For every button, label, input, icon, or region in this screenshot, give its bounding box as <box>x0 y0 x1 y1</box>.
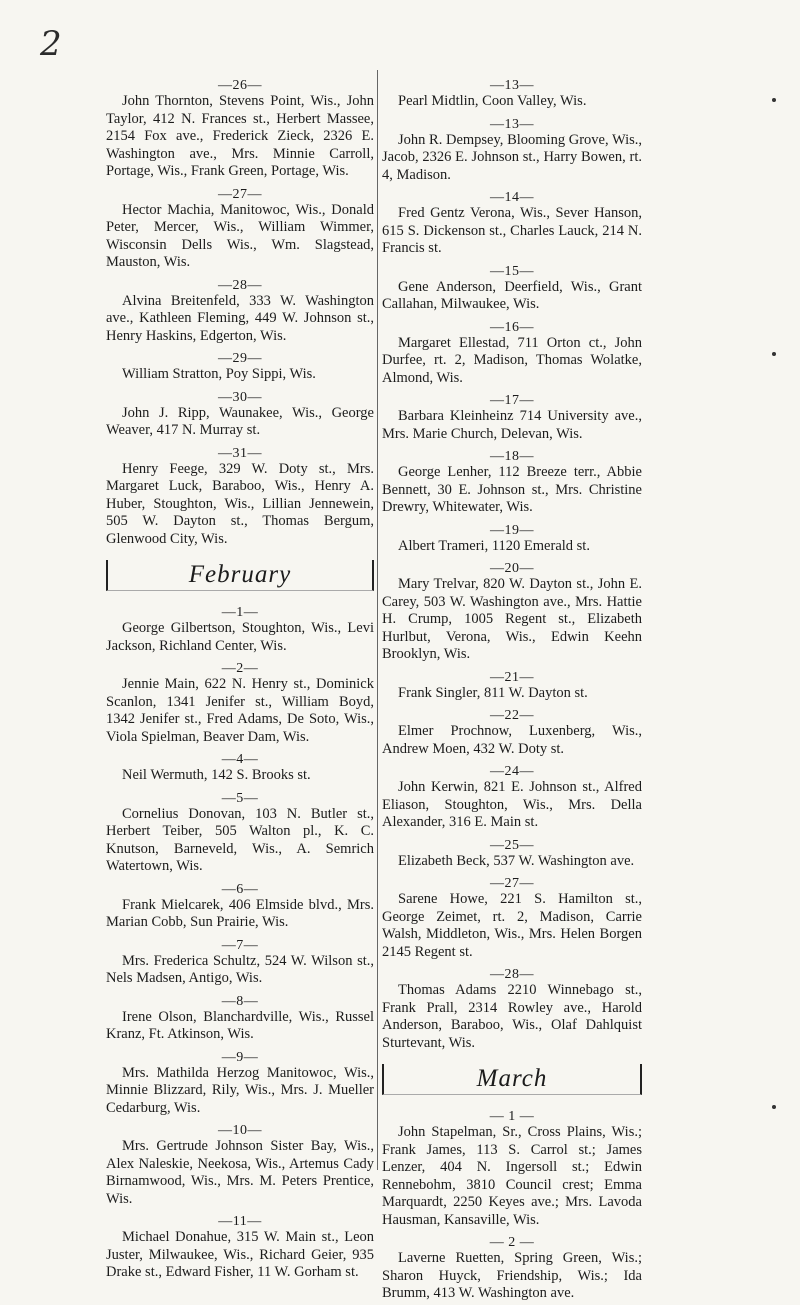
day-heading: —16— <box>490 319 534 335</box>
day-heading: — 1 — <box>489 1109 535 1124</box>
birthday-entry: Elmer Prochnow, Luxenberg, Wis., Andrew Moen, 432 W. Doty st. <box>382 723 642 757</box>
day-heading: —13— <box>490 78 534 93</box>
day-heading: —27— <box>490 876 534 891</box>
day-heading: —28— <box>218 277 262 293</box>
month-title: March <box>476 1065 548 1092</box>
birthday-entry: Barbara Kleinheinz 714 University ave., Mrs. Marie Church, Delevan, Wis. <box>382 408 642 442</box>
birthday-entry: Laverne Ruetten, Spring Green, Wis.; Sharon Huyck, Friendship, Wis.; Ida Brumm, 413 W. Washington ave. <box>382 1250 642 1301</box>
day-heading: —28— <box>490 967 534 982</box>
birthday-entry: John Thornton, Stevens Point, Wis., John Taylor, 412 N. Frances st., Herbert Massee, 2154 Fox ave., Frederick Zieck, 2326 E. Washington ave., Mrs. Minnie Carroll, Portage, Wis., Frank Green, Portage, Wis. <box>106 93 374 179</box>
day-heading: —30— <box>218 389 262 405</box>
day-heading: —10— <box>218 1123 262 1138</box>
margin-dot <box>772 352 776 356</box>
birthday-entry: Mrs. Gertrude Johnson Sister Bay, Wis., Alex Naleskie, Neekosa, Wis., Artemus Cady Birnamwood, Wis., Mrs. M. Peters Prentice, Wis. <box>106 1138 374 1207</box>
day-heading: —21— <box>490 669 534 685</box>
birthday-entry: Henry Feege, 329 W. Doty st., Mrs. Margaret Luck, Baraboo, Wis., Henry A. Huber, Stoughton, Wis., Lillian Jennewein, 505 W. Dayton st., Thomas Bergum, Glenwood City, Wis. <box>106 460 374 547</box>
left-column <box>106 72 374 1284</box>
day-heading: —17— <box>490 393 534 408</box>
day-heading: —2— <box>221 661 259 676</box>
day-heading: —29— <box>218 351 262 366</box>
birthday-entry: Cornelius Donovan, 103 N. Butler st., Herbert Teiber, 505 Walton pl., K. C. Knutson, Barneveld, Wis., A. Semrich Watertown, Wis. <box>106 805 374 874</box>
birthday-entry: Frank Singler, 811 W. Dayton st. <box>398 684 588 701</box>
day-heading: —14— <box>490 190 534 205</box>
birthday-entry: Alvina Breitenfeld, 333 W. Washington ave., Kathleen Fleming, 449 W. Johnson st., Henry Haskins, Edgerton, Wis. <box>106 292 374 344</box>
day-heading: —19— <box>490 522 534 538</box>
day-heading: —13— <box>490 116 534 132</box>
day-heading: —18— <box>490 449 534 464</box>
day-heading: —20— <box>490 561 534 576</box>
birthday-entry: Pearl Midtlin, Coon Valley, Wis. <box>398 93 587 109</box>
day-heading: —4— <box>221 752 259 767</box>
birthday-entry: Thomas Adams 2210 Winnebago st., Frank Prall, 2314 Rowley ave., Harold Anderson, Baraboo, Wis., Olaf Dahlquist Sturtevant, Wis. <box>382 982 642 1051</box>
birthday-entry: Elizabeth Beck, 537 W. Washington ave. <box>398 852 635 869</box>
birthday-entry: Albert Trameri, 1120 Emerald st. <box>398 537 590 554</box>
day-heading: —31— <box>218 445 262 461</box>
day-heading: —24— <box>490 764 534 779</box>
birthday-entry: William Stratton, Poy Sippi, Wis. <box>122 366 316 382</box>
right-column <box>382 72 642 1305</box>
day-heading: —26— <box>218 78 262 93</box>
birthday-entry: Margaret Ellestad, 711 Orton ct., John Durfee, rt. 2, Madison, Thomas Wolatke, Almond, Wis. <box>382 334 642 386</box>
day-heading: —11— <box>218 1214 262 1229</box>
page-number: 2 <box>40 24 62 64</box>
birthday-entry: Mrs. Frederica Schultz, 524 W. Wilson st., Nels Madsen, Antigo, Wis. <box>106 952 374 986</box>
birthday-entry: Jennie Main, 622 N. Henry st., Dominick Scanlon, 1341 Jenifer st., William Boyd, 1342 Jenifer st., Fred Adams, De Soto, Wis., Viola Spielman, Beaver Dam, Wis. <box>106 676 374 745</box>
day-heading: —15— <box>490 263 534 279</box>
birthday-entry: John J. Ripp, Waunakee, Wis., George Weaver, 417 N. Murray st. <box>106 404 374 438</box>
day-heading: —8— <box>221 993 259 1009</box>
birthday-entry: Neil Wermuth, 142 S. Brooks st. <box>122 767 311 783</box>
day-heading: —25— <box>490 837 534 853</box>
day-heading: — 2 — <box>489 1235 535 1250</box>
birthday-entry: Michael Donahue, 315 W. Main st., Leon Juster, Milwaukee, Wis., Richard Geier, 935 Drake st., Edward Fisher, 11 W. Gorham st. <box>106 1229 374 1280</box>
birthday-entry: Hector Machia, Manitowoc, Wis., Donald Peter, Mercer, Wis., William Wimmer, Wisconsin Dells Wis., Wm. Slagstead, Mauston, Wis. <box>106 201 374 270</box>
day-heading: —5— <box>221 790 259 806</box>
birthday-entry: John R. Dempsey, Blooming Grove, Wis., Jacob, 2326 E. Johnson st., Harry Bowen, rt. 4, Madison. <box>382 131 642 183</box>
birthday-entry: Fred Gentz Verona, Wis., Sever Hanson, 615 S. Dickenson st., Charles Lauck, 214 N. Francis st. <box>382 205 642 256</box>
month-title: February <box>188 561 292 588</box>
margin-dot <box>772 98 776 102</box>
day-heading: —22— <box>490 708 534 723</box>
month-header <box>382 1064 642 1095</box>
birthday-entry: Mary Trelvar, 820 W. Dayton st., John E. Carey, 503 W. Washington ave., Mrs. Hattie H. Crump, 1005 Regent st., Elizabeth Hurlbut, Verona, Wis., Edwin Keehn Brooklyn, Wis. <box>382 576 642 662</box>
month-header <box>106 560 374 591</box>
birthday-entry: John Stapelman, Sr., Cross Plains, Wis.; Frank James, 113 S. Carrol st.; James Lenzer, 404 N. Ingersoll st.; Edwin Rennebohm, 3810 Council crest; Emma Marquardt, 2250 Keyes ave.; Mrs. Lavoda Hausman, Kansaville, Wis. <box>382 1124 642 1228</box>
day-heading: —1— <box>221 605 259 620</box>
birthday-entry: Mrs. Mathilda Herzog Manitowoc, Wis., Minnie Blizzard, Rily, Wis., Mrs. J. Mueller Cedarburg, Wis. <box>106 1064 374 1116</box>
birthday-entry: Gene Anderson, Deerfield, Wis., Grant Callahan, Milwaukee, Wis. <box>382 278 642 312</box>
birthday-entry: Sarene Howe, 221 S. Hamilton st., George Zeimet, rt. 2, Madison, Carrie Walsh, Middleton, Wis., Mrs. Helen Borgen 2145 Regent st. <box>382 891 642 960</box>
day-heading: —27— <box>218 186 262 202</box>
margin-dot <box>772 1105 776 1109</box>
day-heading: —6— <box>221 881 259 897</box>
birthday-entry: George Gilbertson, Stoughton, Wis., Levi Jackson, Richland Center, Wis. <box>106 620 374 654</box>
column-divider <box>377 70 378 1170</box>
day-heading: —9— <box>221 1049 259 1065</box>
day-heading: —7— <box>221 937 259 953</box>
birthday-entry: John Kerwin, 821 E. Johnson st., Alfred Eliason, Stoughton, Wis., Mrs. Della Alexander, 316 E. Main st. <box>382 779 642 830</box>
birthday-entry: Frank Mielcarek, 406 Elmside blvd., Mrs. Marian Cobb, Sun Prairie, Wis. <box>106 896 374 930</box>
birthday-entry: Irene Olson, Blanchardville, Wis., Russel Kranz, Ft. Atkinson, Wis. <box>106 1008 374 1042</box>
birthday-entry: George Lenher, 112 Breeze terr., Abbie Bennett, 30 E. Johnson st., Mrs. Christine Drewry, Whitewater, Wis. <box>382 464 642 515</box>
